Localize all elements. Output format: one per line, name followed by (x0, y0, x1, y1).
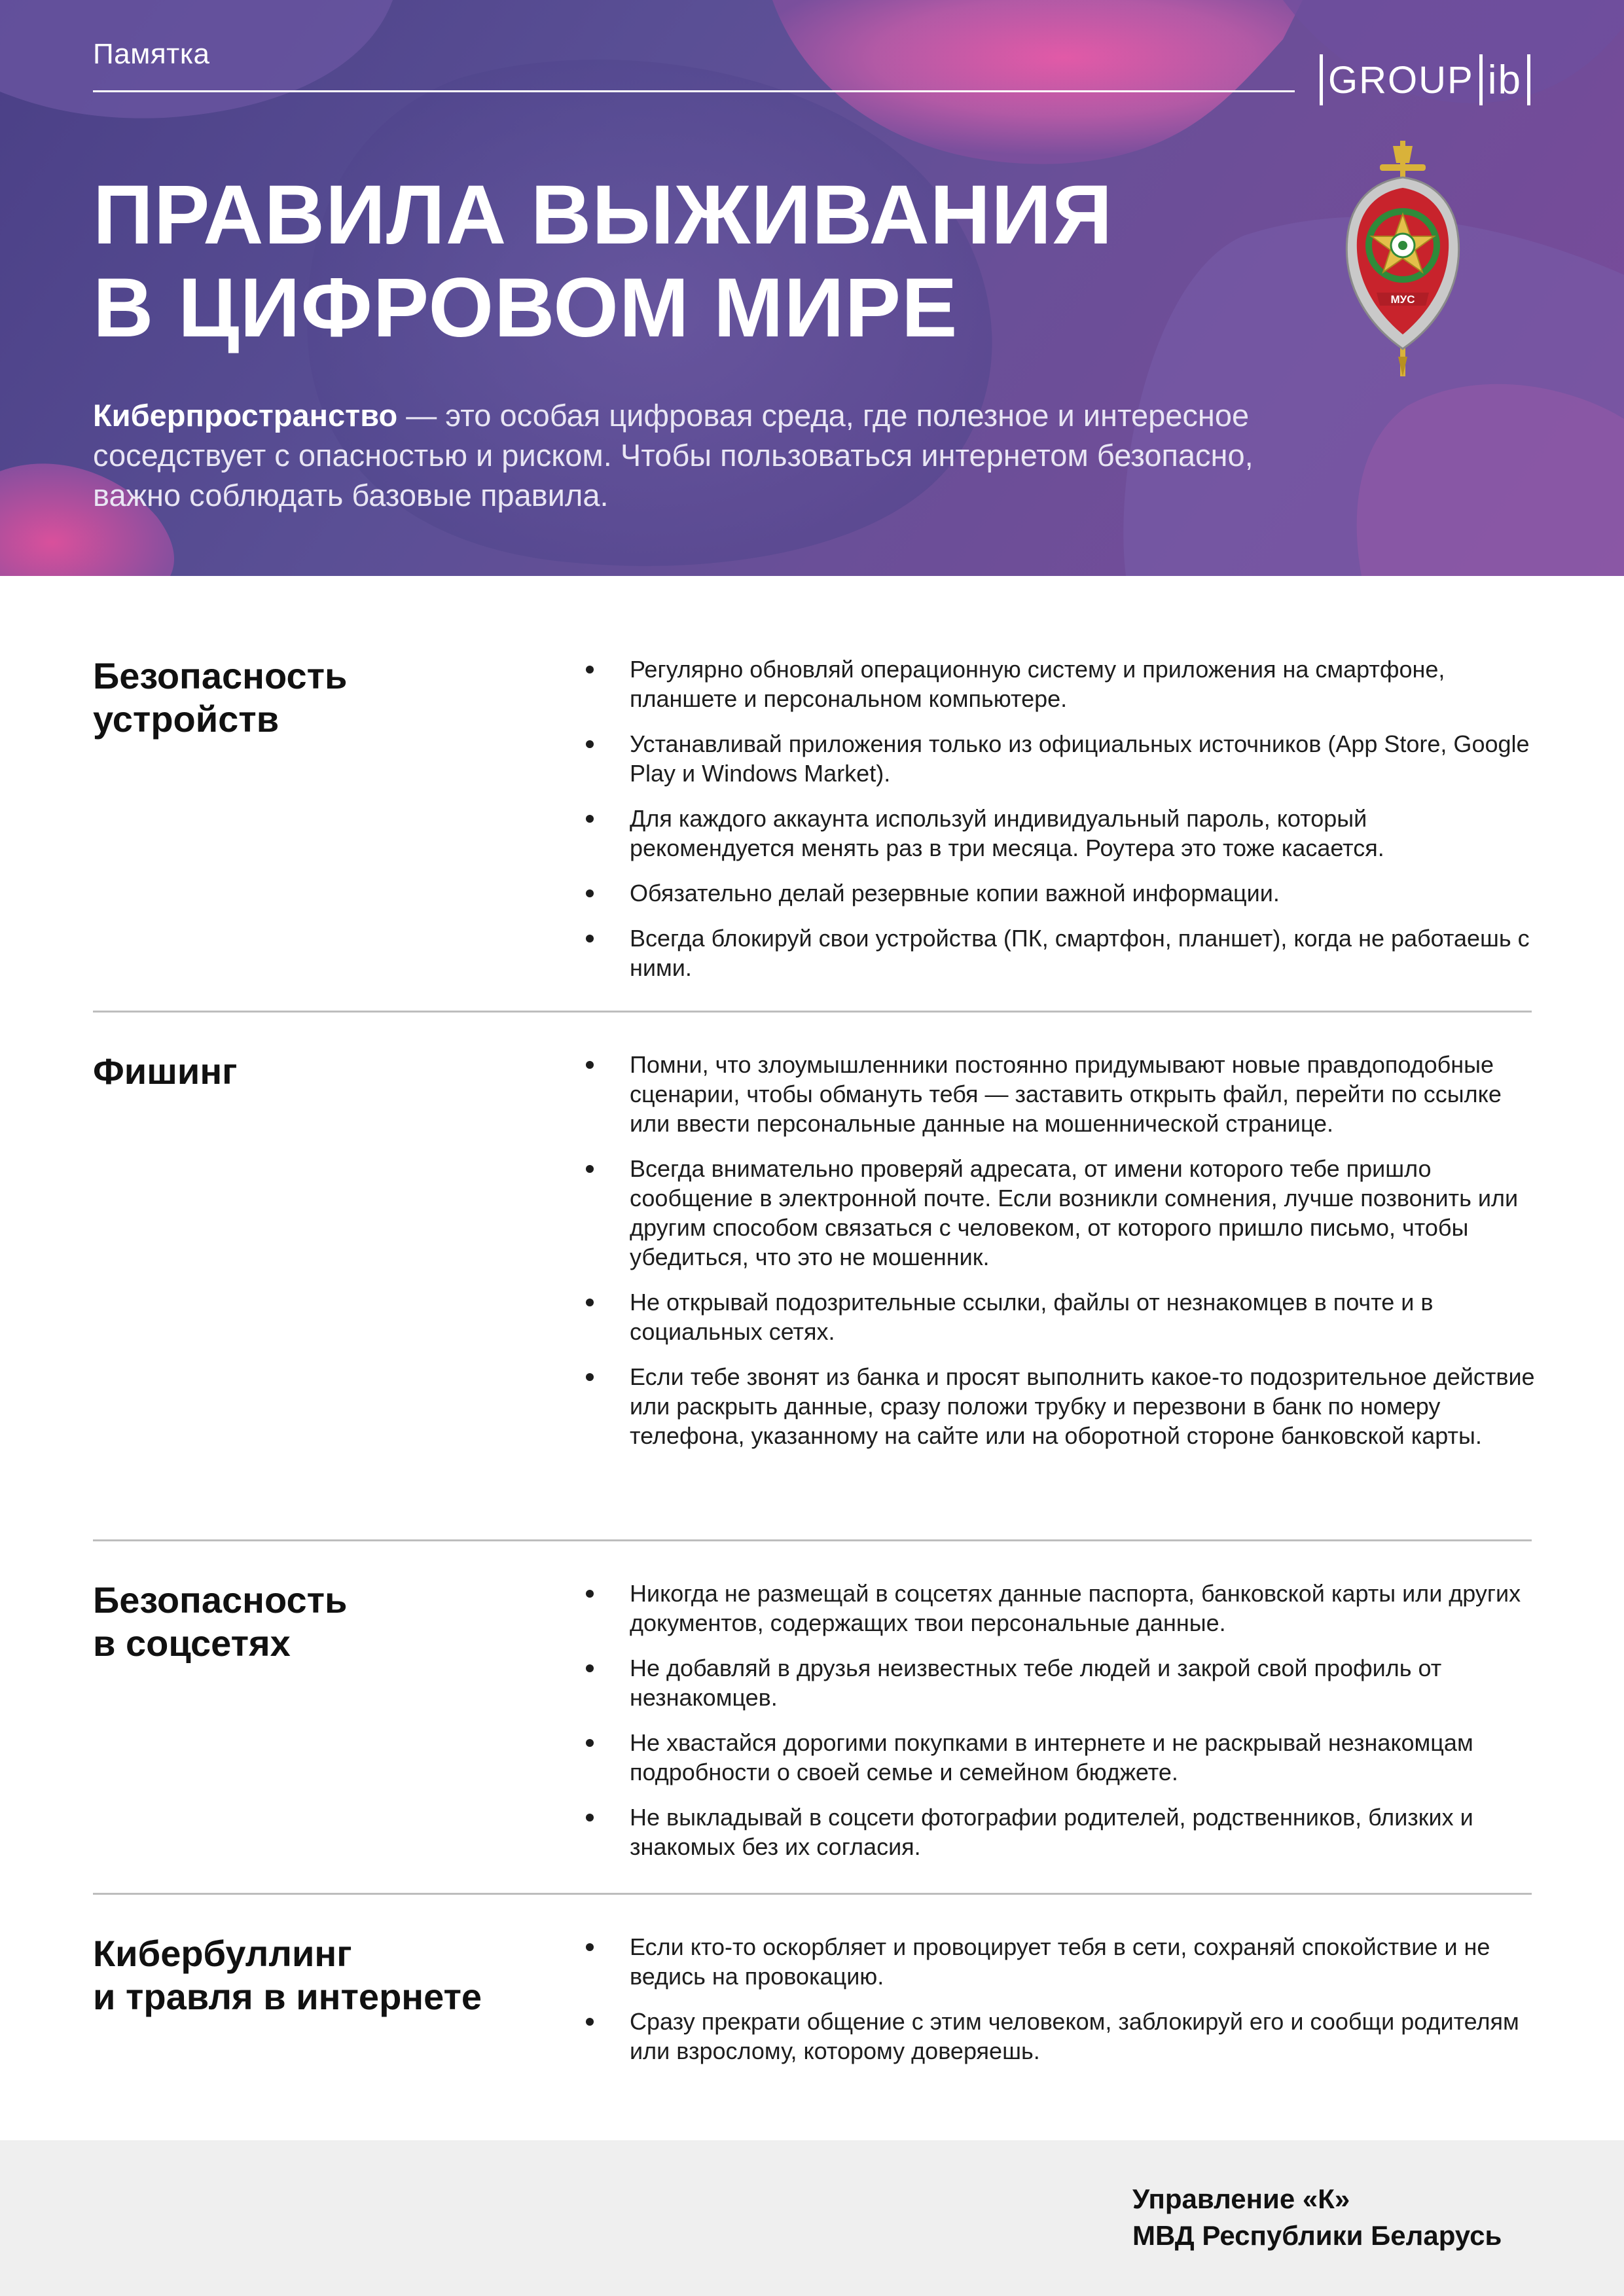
intro-paragraph (93, 395, 1337, 515)
bullet-list (581, 1050, 1536, 1466)
section-divider (93, 1011, 1532, 1013)
list-item: Не хвастайся дорогими покупками в интернете и не раскрывай незнакомцам подробности о своей семье и семейном бюджете. (581, 1728, 1536, 1787)
bullet-list (581, 1932, 1536, 2081)
header-banner (0, 0, 1624, 576)
title-line-2: В ЦИФРОВОМ МИРЕ (93, 261, 958, 355)
list-item: Всегда блокируй свои устройства (ПК, смартфон, планшет), когда не работаешь с ними. (581, 924, 1536, 982)
group-ib-logo (1314, 54, 1536, 106)
logo-text-left: GROUP (1328, 58, 1474, 101)
list-item: Помни, что злоумышленники постоянно придумывают новые правдоподобные сценарии, чтобы обмануть тебя — заставить открыть файл, перейти по ссылке или ввести персональные данные на мошеннической странице. (581, 1050, 1536, 1138)
section-title-line-2: и травля в интернете (93, 1976, 482, 2017)
list-item: Регулярно обновляй операционную систему и приложения на смартфоне, планшете и персональном компьютере. (581, 655, 1536, 713)
bullet-list (581, 1579, 1536, 1877)
bullet-list (581, 655, 1536, 998)
list-item: Устанавливай приложения только из официальных источников (App Store, Google Play и Windows Market). (581, 729, 1536, 788)
section-title (93, 655, 577, 741)
list-item: Если тебе звонят из банка и просят выполнить какое-то подозрительное действие или раскрыть данные, сразу положи трубку и перезвони в банк по номеру телефона, указанному на сайте или на оборотной стороне банковской карты. (581, 1362, 1536, 1450)
list-item: Всегда внимательно проверяй адресата, от имени которого тебе пришло сообщение в электронной почте. Если возникли сомнения, лучше позвонить или другим способом связаться с человеком, от которого пришло письмо, чтобы убедиться, что это не мошенник. (581, 1154, 1536, 1272)
section-title-line-1: Кибербуллинг (93, 1933, 352, 1974)
section-divider (93, 1893, 1532, 1895)
list-item: Никогда не размещай в соцсетях данные паспорта, банковской карты или других документов, содержащих твои персональные данные. (581, 1579, 1536, 1638)
ministry-emblem-icon (1341, 141, 1465, 376)
section-title-line-1: Безопасность (93, 1579, 348, 1621)
section-title (93, 1579, 577, 1665)
section-title-line-2: устройств (93, 698, 280, 740)
list-item: Не открывай подозрительные ссылки, файлы от незнакомцев в почте и в социальных сетях. (581, 1287, 1536, 1346)
header-divider (93, 90, 1295, 92)
footer-org-line-1: Управление «К» (1132, 2183, 1350, 2214)
list-item: Для каждого аккаунта используй индивидуальный пароль, который рекомендуется менять раз в три месяца. Роутера это тоже касается. (581, 804, 1536, 863)
list-item: Если кто-то оскорбляет и провоцирует тебя в сети, сохраняй спокойствие и не ведись на провокацию. (581, 1932, 1536, 1991)
document-type-label: Памятка (93, 38, 210, 70)
section-title-line-1: Фишинг (93, 1050, 238, 1092)
logo-bar-icon (1320, 54, 1323, 105)
section-title (93, 1050, 577, 1093)
intro-text: — это особая цифровая среда, где полезное и интересное соседствует с опасностью и риском. Чтобы пользоваться интернетом безопасно, важно соблюдать базовые правила. (93, 398, 1254, 512)
section-title-line-2: в соцсетях (93, 1623, 291, 1664)
section-divider (93, 1539, 1532, 1541)
section-title-line-1: Безопасность (93, 655, 348, 696)
logo-text-right: ib (1487, 57, 1522, 103)
list-item: Сразу прекрати общение с этим человеком, заблокируй его и сообщи родителям или взрослому, которому доверяешь. (581, 2007, 1536, 2066)
list-item: Не выкладывай в соцсети фотографии родителей, родственников, близких и знакомых без их согласия. (581, 1803, 1536, 1861)
logo-bar-icon (1479, 54, 1483, 105)
emblem-label: МУС (1390, 293, 1415, 306)
intro-lead: Киберпространство (93, 398, 398, 433)
section-title (93, 1932, 577, 2018)
footer-organization (1132, 2181, 1502, 2254)
list-item: Обязательно делай резервные копии важной информации. (581, 878, 1536, 908)
title-line-1: ПРАВИЛА ВЫЖИВАНИЯ (93, 168, 1113, 262)
list-item: Не добавляй в друзья неизвестных тебе людей и закрой свой профиль от незнакомцев. (581, 1653, 1536, 1712)
logo-bar-icon (1527, 54, 1530, 105)
footer (0, 2140, 1624, 2296)
footer-org-line-2: МВД Республики Беларусь (1132, 2220, 1502, 2251)
page-title (93, 169, 1113, 355)
